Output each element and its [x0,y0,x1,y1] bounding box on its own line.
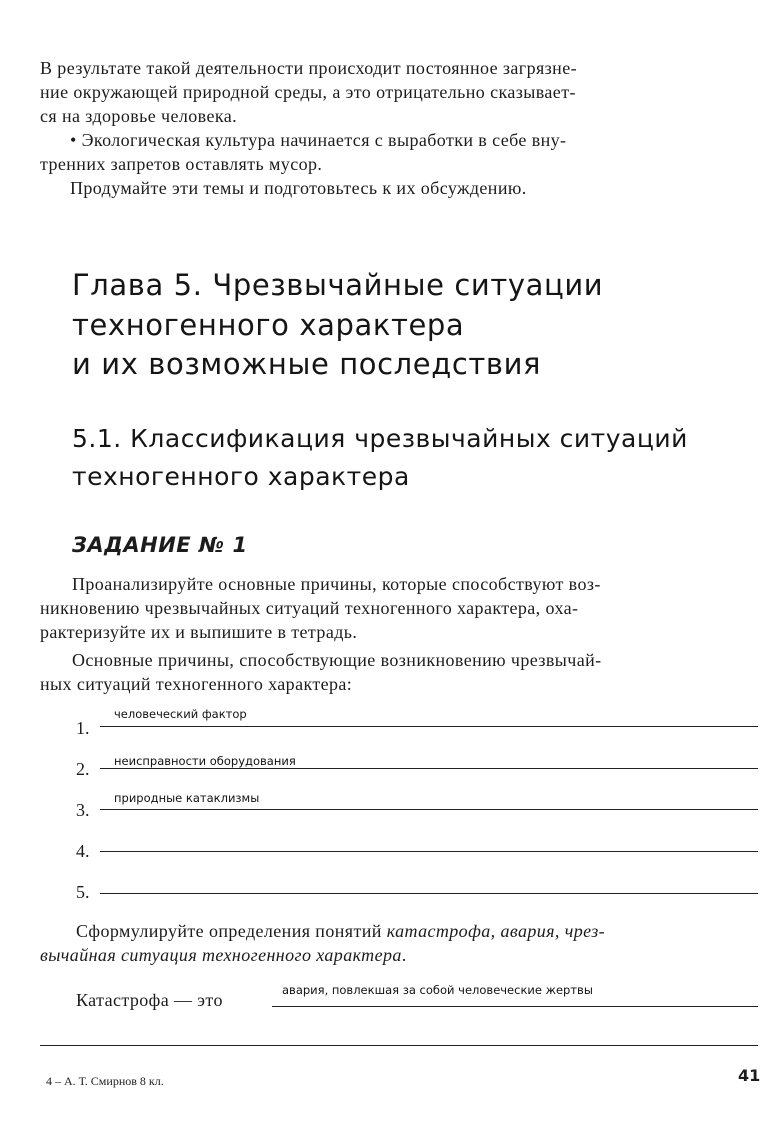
task-para2-line-1: Основные причины, способствующие возникновению чрезвычай- [72,650,602,670]
chapter-title-line-1: Глава 5. Чрезвычайные ситуации [72,268,604,302]
definition-prompt-line-1 [76,921,605,942]
task-para1-line-2: никновению чрезвычайных ситуаций техногенного характера, оха- [40,598,579,618]
answer-line[interactable] [100,726,758,727]
answer-number: 5. [76,882,90,902]
definition-prompt-end: . [401,945,407,965]
term-label: Катастрофа — это [76,990,223,1010]
answer-line[interactable] [100,851,758,852]
definition-prompt-line-2 [40,945,407,966]
bullet-line-1: • Экологическая культура начинается с выработки в себе вну- [70,130,567,150]
answer-text: человеческий фактор [114,707,247,721]
chapter-title-line-3: и их возможные последствия [72,347,542,381]
task-para1-line-1: Проанализируйте основные причины, которые способствуют воз- [72,574,601,594]
section-title-line-2: техногенного характера [72,462,410,491]
page-number: 41 [738,1066,761,1085]
chapter-title-line-2: техногенного характера [72,308,465,342]
task-para2-line-2: ных ситуаций техногенного характера: [40,674,353,694]
answer-text: неисправности оборудования [114,754,296,768]
answer-number: 3. [76,800,90,820]
intro-line-3: ся на здоровье человека. [40,106,238,126]
definition-prompt-plain: Сформулируйте определения понятий [76,921,387,941]
section-title-line-1: 5.1. Классификация чрезвычайных ситуаций [72,424,688,453]
intro-line-1: В результате такой деятельности происходит постоянное загрязне- [40,58,577,78]
bullet-line-2: тренних запретов оставлять мусор. [40,154,323,174]
term-answer-line[interactable] [272,1006,758,1007]
answer-text: природные катаклизмы [114,791,260,805]
definition-prompt-terms: катастрофа, авария, чрез- [386,921,606,941]
answer-number: 2. [76,759,90,779]
task-title: ЗАДАНИЕ № 1 [72,533,248,557]
closing-line: Продумайте эти темы и подготовьтесь к их обсуждению. [70,178,527,198]
task-para1-line-3: рактеризуйте их и выпишите в тетрадь. [40,622,358,642]
continuation-line[interactable] [40,1045,758,1046]
answer-line[interactable] [100,893,758,894]
answer-line[interactable] [100,809,758,810]
answer-number: 1. [76,718,90,738]
intro-line-2: ние окружающей природной среды, а это отрицательно сказывает- [40,82,576,102]
term-answer: авария, повлекшая за собой человеческие жертвы [282,983,593,997]
footer-signature: 4 – А. Т. Смирнов 8 кл. [46,1074,164,1088]
definition-prompt-terms-cont: вычайная ситуация техногенного характера [40,945,402,965]
answer-line[interactable] [100,768,758,769]
answer-number: 4. [76,841,90,861]
